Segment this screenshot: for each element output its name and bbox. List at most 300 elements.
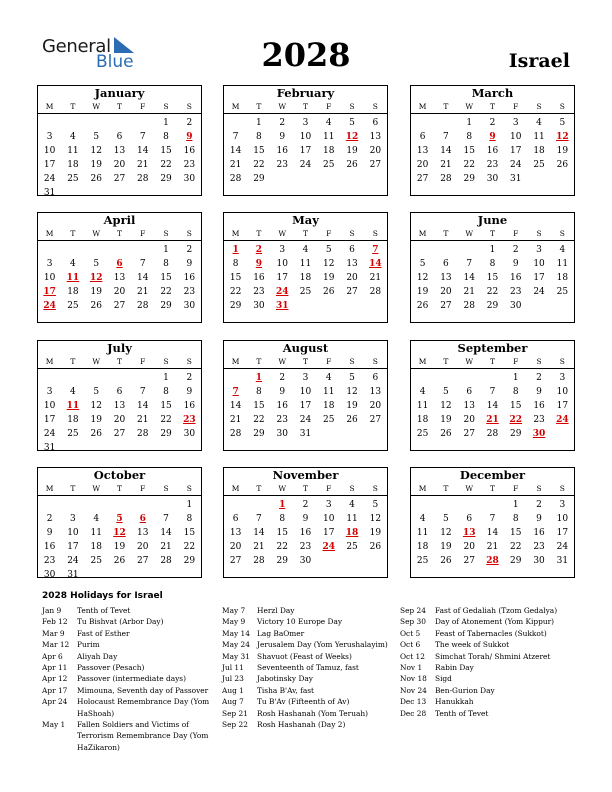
holiday-day-cell: 28 [486,556,499,566]
day-cell: 5 [93,259,100,269]
day-cell: 22 [463,160,475,170]
holiday-name: Purim [77,640,100,650]
day-cell: 27 [346,287,358,297]
holiday-row [400,616,576,627]
empty-cell [131,243,154,257]
day-cell: 3 [302,373,309,383]
holiday-day-cell: 12 [89,273,103,283]
holiday-day-cell: 6 [116,259,123,269]
day-cell: 16 [183,273,196,283]
holiday-day-cell: 12 [345,132,359,142]
holiday-row [400,696,576,707]
weekday-label: T [70,484,76,493]
empty-cell [108,243,131,257]
day-cell: 30 [486,174,499,184]
day-cell: 3 [325,500,332,510]
day-cell: 1 [163,118,169,128]
day-grid [224,496,387,568]
day-cell: 31 [556,556,569,566]
day-cell: 17 [67,542,79,552]
day-cell: 27 [463,556,475,566]
day-cell: 28 [160,556,172,566]
weekday-label: W [465,102,474,111]
day-cell: 26 [369,542,382,552]
day-cell: 11 [533,132,545,142]
day-cell: 14 [137,146,149,156]
day-cell: 29 [183,556,196,566]
day-cell: 23 [276,415,288,425]
empty-cell [61,116,84,130]
holiday-day-cell: 1 [232,245,239,255]
empty-cell [108,371,131,385]
day-cell: 14 [253,528,265,538]
day-cell: 11 [416,528,429,538]
weekday-label: M [45,484,54,493]
day-cell: 28 [486,429,499,439]
holiday-column [400,605,576,719]
day-cell: 27 [113,174,126,184]
day-cell: 22 [160,160,172,170]
day-cell: 8 [466,132,473,142]
month-december [410,467,575,578]
day-cell: 23 [183,160,196,170]
holiday-day-cell: 13 [462,528,476,538]
empty-cell [481,498,504,512]
weekday-label: T [256,229,262,238]
day-cell: 4 [70,387,76,397]
empty-cell [458,498,481,512]
holiday-name: Aliyah Day [77,651,118,661]
day-cell: 6 [466,387,473,397]
day-cell: 5 [325,245,332,255]
month-name: August [224,341,387,356]
day-cell: 3 [302,118,309,128]
day-cell: 23 [43,556,56,566]
day-cell: 4 [349,500,355,510]
day-cell: 25 [67,301,79,311]
holiday-name: Seventeenth of Tamuz, fast [257,663,359,673]
empty-cell [411,498,434,512]
day-cell: 15 [160,146,172,156]
day-cell: 6 [372,118,379,128]
holiday-date: Nov 18 [400,674,427,684]
weekday-label: S [163,102,169,111]
holiday-name: Rabin Day [435,663,474,673]
day-cell: 13 [416,146,429,156]
day-cell: 16 [510,273,522,283]
day-cell: 23 [486,160,499,170]
holiday-day-cell: 11 [66,273,80,283]
day-cell: 11 [346,514,358,524]
day-cell: 29 [160,174,172,184]
day-cell: 19 [90,415,102,425]
month-name: October [38,468,201,483]
day-grid [224,114,387,186]
day-cell: 2 [279,118,286,128]
day-cell: 19 [113,542,126,552]
day-cell: 28 [229,174,242,184]
weekday-label: T [443,229,449,238]
day-cell: 21 [137,415,149,425]
day-cell: 20 [113,415,126,425]
day-cell: 24 [299,415,312,425]
day-cell: 10 [323,514,335,524]
day-cell: 13 [113,146,126,156]
day-cell: 1 [256,118,262,128]
day-cell: 26 [346,160,358,170]
holiday-day-cell: 24 [275,287,289,297]
day-cell: 6 [443,259,449,269]
holiday-day-cell: 30 [532,429,546,439]
day-cell: 7 [163,514,169,524]
day-cell: 12 [346,387,358,397]
month-february [223,85,388,196]
day-cell: 1 [512,373,519,383]
holiday-date: Oct 6 [400,640,421,650]
logo-blue-text: Blue [96,52,134,72]
day-cell: 23 [510,287,522,297]
empty-cell [85,498,108,512]
day-cell: 8 [256,132,262,142]
day-cell: 12 [416,273,429,283]
day-cell: 3 [536,245,542,255]
day-cell: 10 [276,259,288,269]
day-cell: 9 [512,259,519,269]
day-cell: 3 [46,132,53,142]
day-cell: 2 [186,373,193,383]
day-cell: 13 [463,401,475,411]
day-cell: 20 [137,542,149,552]
day-cell: 4 [93,514,100,524]
day-cell: 13 [113,273,126,283]
day-grid [38,369,201,455]
weekday-header [224,228,387,241]
holiday-row [400,628,576,639]
holiday-date: May 9 [222,617,246,627]
holiday-day-cell: 31 [275,301,289,311]
holiday-day-cell: 9 [186,132,193,142]
day-cell: 22 [486,287,499,297]
weekday-label: M [45,229,54,238]
weekday-label: T [302,357,308,366]
day-cell: 6 [466,514,473,524]
day-cell: 8 [512,514,519,524]
month-april [37,212,202,323]
holiday-date: Nov 1 [400,663,423,673]
day-cell: 28 [253,556,265,566]
day-cell: 14 [440,146,452,156]
weekday-label: S [559,357,565,366]
day-cell: 9 [186,387,193,397]
day-cell: 26 [440,556,452,566]
day-cell: 13 [229,528,242,538]
holiday-name: Tu B'Av (Fifteenth of Av) [257,697,350,707]
empty-cell [108,116,131,130]
day-cell: 16 [43,542,56,552]
empty-cell [131,371,154,385]
day-cell: 16 [486,146,499,156]
holiday-name: Fallen Soldiers and Victims of Terrorism Remembrance Day (Yom HaZikaron) [77,720,209,752]
day-cell: 22 [276,542,288,552]
holiday-day-cell: 6 [139,514,146,524]
day-cell: 28 [463,301,475,311]
day-cell: 1 [466,118,473,128]
weekday-label: T [256,102,262,111]
holiday-row [42,628,218,639]
weekday-header [411,356,574,369]
day-cell: 29 [160,429,172,439]
empty-cell [154,498,177,512]
holiday-row [222,605,398,616]
holiday-date: Nov 24 [400,685,427,695]
day-cell: 25 [323,160,335,170]
day-cell: 20 [229,542,242,552]
day-cell: 9 [46,528,53,538]
holiday-row [222,708,398,719]
holiday-row [42,616,218,627]
empty-cell [38,371,61,385]
weekday-label: T [489,229,495,238]
day-cell: 25 [299,287,312,297]
empty-cell [224,116,247,130]
holiday-row [42,651,218,662]
day-cell: 13 [369,387,382,397]
weekday-label: S [186,484,192,493]
day-cell: 15 [253,146,265,156]
day-grid [411,496,574,568]
weekday-label: S [536,229,542,238]
day-cell: 18 [299,273,312,283]
holiday-row [222,662,398,673]
holiday-day-cell: 5 [116,514,123,524]
weekday-label: F [513,102,519,111]
weekday-label: W [278,229,287,238]
day-cell: 6 [372,373,379,383]
empty-cell [38,116,61,130]
weekday-label: S [536,484,542,493]
day-cell: 22 [229,287,242,297]
holiday-date: Dec 13 [400,697,427,707]
day-cell: 3 [46,259,53,269]
day-cell: 5 [419,259,426,269]
weekday-label: W [278,102,287,111]
day-cell: 31 [67,570,79,580]
weekday-label: T [489,357,495,366]
weekday-label: W [465,229,474,238]
day-cell: 18 [533,146,545,156]
day-cell: 23 [533,542,545,552]
day-cell: 24 [510,160,522,170]
holiday-date: May 1 [42,720,66,730]
day-cell: 26 [440,429,452,439]
day-cell: 5 [443,387,449,397]
day-cell: 8 [279,514,286,524]
day-cell: 7 [489,387,496,397]
holiday-column [222,605,398,730]
day-cell: 5 [349,373,355,383]
holiday-date: May 7 [222,606,246,615]
holiday-name: Sigd [435,674,452,684]
day-cell: 29 [510,556,522,566]
weekday-label: T [256,484,262,493]
day-cell: 28 [369,287,382,297]
day-cell: 25 [90,556,102,566]
month-july [37,340,202,451]
month-name: February [224,86,387,101]
day-cell: 7 [139,132,146,142]
empty-cell [481,371,504,385]
page-title-year: 2028 [261,36,351,74]
day-cell: 24 [43,174,56,184]
day-cell: 5 [93,387,100,397]
weekday-label: S [372,484,378,493]
day-cell: 15 [183,528,196,538]
day-cell: 17 [299,401,312,411]
day-cell: 30 [183,301,196,311]
weekday-label: M [231,102,240,111]
day-cell: 20 [113,160,126,170]
day-cell: 26 [416,301,429,311]
day-cell: 7 [466,259,473,269]
day-cell: 18 [323,146,335,156]
day-cell: 16 [299,528,312,538]
day-cell: 3 [70,514,76,524]
holiday-name: Ben-Gurion Day [435,685,495,695]
holiday-day-cell: 22 [509,415,523,425]
day-cell: 21 [160,542,172,552]
day-cell: 7 [443,132,449,142]
day-cell: 7 [139,387,146,397]
day-cell: 15 [160,273,172,283]
weekday-label: T [443,484,449,493]
empty-cell [411,116,434,130]
day-cell: 21 [369,273,382,283]
holiday-name: Victory 10 Europe Day [257,617,343,627]
holiday-date: Apr 17 [42,685,68,695]
day-cell: 7 [489,514,496,524]
day-cell: 29 [253,429,265,439]
holiday-row [400,605,576,616]
day-cell: 8 [163,132,169,142]
holiday-date: Apr 12 [42,674,68,684]
day-cell: 8 [489,259,496,269]
empty-cell [224,371,247,385]
day-cell: 16 [276,401,288,411]
holiday-row [42,685,218,696]
weekday-label: S [186,229,192,238]
day-cell: 14 [486,528,499,538]
holiday-row [42,605,218,616]
day-cell: 26 [90,429,102,439]
holiday-name: Holocaust Remembrance Day (Yom HaShoah) [77,697,210,718]
day-cell: 1 [512,500,519,510]
day-cell: 11 [323,387,335,397]
weekday-header [411,228,574,241]
day-cell: 18 [556,273,569,283]
holiday-day-cell: 14 [369,259,382,269]
weekday-label: S [372,229,378,238]
holiday-name: Tisha B'Av, fast [257,685,315,695]
holiday-row [42,639,218,650]
day-cell: 27 [369,160,382,170]
weekday-label: S [163,357,169,366]
day-cell: 26 [90,174,102,184]
weekday-label: S [536,102,542,111]
holiday-row [222,685,398,696]
day-cell: 5 [93,132,100,142]
day-cell: 27 [137,556,149,566]
day-cell: 18 [90,542,102,552]
weekday-label: F [326,102,332,111]
day-cell: 2 [489,118,496,128]
day-cell: 11 [556,259,569,269]
holiday-date: Sep 24 [400,606,426,615]
weekday-label: T [302,484,308,493]
day-cell: 25 [346,542,358,552]
day-cell: 10 [67,528,79,538]
holiday-row [222,628,398,639]
day-cell: 17 [510,146,522,156]
month-name: November [224,468,387,483]
weekday-label: T [116,102,122,111]
weekday-label: S [536,357,542,366]
day-cell: 10 [533,259,545,269]
holiday-day-cell: 9 [255,259,263,269]
day-cell: 8 [186,514,193,524]
holiday-name: Jabotinsky Day [257,674,313,684]
holiday-date: Mar 9 [42,628,65,638]
day-cell: 30 [253,301,265,311]
day-cell: 21 [137,287,149,297]
weekday-label: F [140,357,146,366]
month-name: April [38,213,201,228]
holiday-name: Tenth of Tevet [435,708,489,718]
holiday-name: Day of Atonement (Yom Kippur) [435,617,555,627]
holidays-title: 2028 Holidays for Israel [42,591,163,601]
day-cell: 26 [556,160,569,170]
weekday-header [38,483,201,496]
day-cell: 19 [346,146,358,156]
empty-cell [247,498,270,512]
day-cell: 29 [253,174,265,184]
day-cell: 27 [440,301,452,311]
day-cell: 25 [533,160,545,170]
logo-general-text: General [42,36,111,57]
day-cell: 16 [253,273,265,283]
day-cell: 19 [346,401,358,411]
holiday-date: Mar 12 [42,640,70,650]
day-cell: 15 [160,401,172,411]
day-cell: 22 [510,542,522,552]
day-cell: 20 [416,160,429,170]
day-cell: 3 [559,373,566,383]
day-cell: 31 [299,429,312,439]
day-grid [38,114,201,200]
holiday-day-cell: 11 [66,401,80,411]
holiday-date: Sep 30 [400,617,426,627]
month-name: June [411,213,574,228]
day-cell: 27 [369,415,382,425]
holiday-name: Herzl Day [257,606,295,615]
day-cell: 30 [183,429,196,439]
weekday-label: W [278,357,287,366]
day-cell: 20 [440,287,452,297]
day-cell: 16 [183,146,196,156]
day-cell: 10 [556,387,569,397]
day-cell: 18 [323,401,335,411]
weekday-label: S [559,229,565,238]
day-cell: 20 [369,401,382,411]
